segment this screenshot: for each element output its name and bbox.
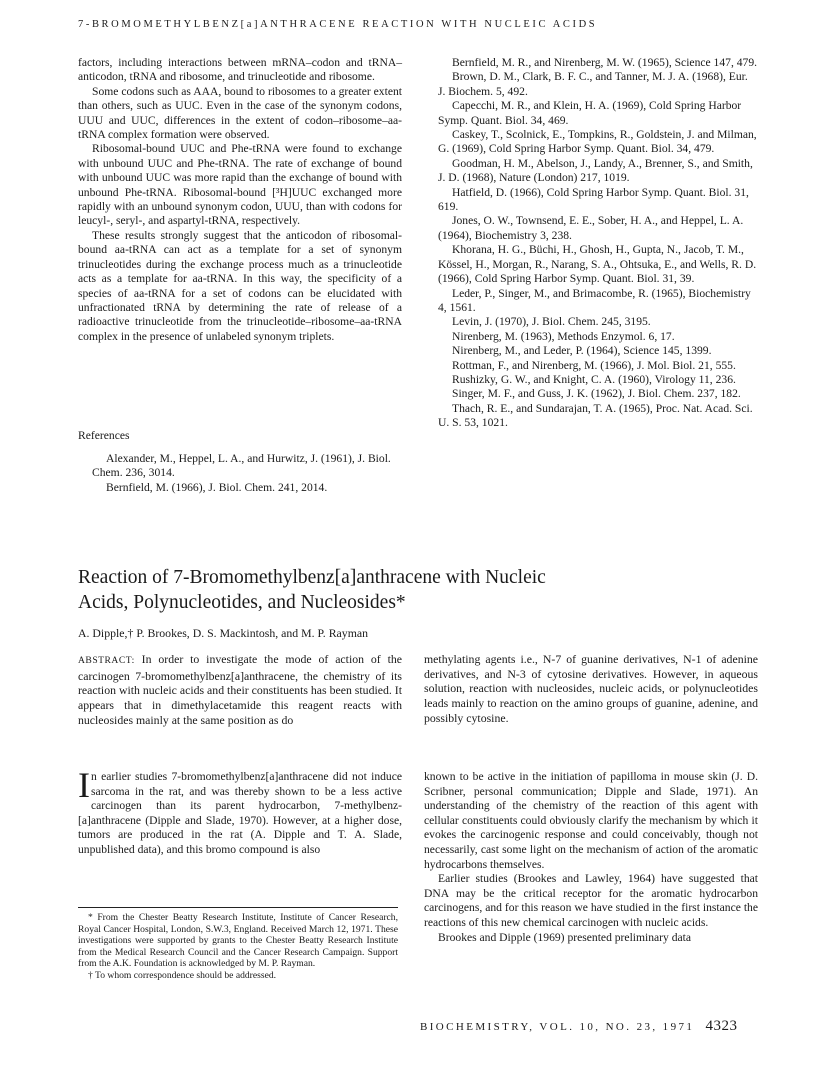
reference-item: Rottman, F., and Nirenberg, M. (1966), J. Mol. Biol. 21, 555. bbox=[452, 358, 736, 372]
reference-item: Rushizky, G. W., and Knight, C. A. (1960), Virology 11, 236. bbox=[452, 372, 736, 386]
reference-item: Hatfield, D. (1966), Cold Spring Harbor Symp. Quant. Biol. 31, 619. bbox=[438, 185, 749, 214]
reference-item: Brown, D. M., Clark, B. F. C., and Tanner, M. J. A. (1968), Eur. J. Biochem. 5, 492. bbox=[438, 70, 748, 98]
reference-item: Khorana, H. G., Büchi, H., Ghosh, H., Gupta, N., Jacob, T. M., Kössel, H., Morgan, R., Narang, S. A., Ohtsuka, E., and Wells, R. D. (1966), Cold Spring Harbor Symp. Quant. Biol. 31, 39. bbox=[438, 243, 757, 286]
reference-item: Caskey, T., Scolnick, E., Tompkins, R., Goldstein, J. and Milman, G. (1969), Cold Spring Harbor Symp. Quant. Biol. 34, 479. bbox=[438, 128, 757, 156]
paragraph: Ribosomal-bound UUC and Phe-tRNA were found to exchange with unbound UUC and Phe-tRNA. The rate of exchange of bound with unbound UUC was more rapid than the exchange of bound with unbound Phe-tRNA. Ribosomal-bound [³H]UUC exchanged more rapidly with an unbound synonym codon, UUU, than with codons for leucyl-, seryl-, and aspartyl-tRNA, respectively. bbox=[78, 142, 402, 228]
references-list-right bbox=[424, 56, 758, 431]
abstract-left bbox=[78, 652, 402, 728]
abstract-text: In order to investigate the mode of action of the carcinogen 7-bromomethylbenz[a]anthracene, the chemistry of its reaction with nucleic acids and their constituents has been studied. It appears that in dimethylacetamide this reagent reacts with nucleosides mainly at the same position as do bbox=[78, 652, 402, 727]
references-heading: References bbox=[78, 429, 130, 442]
reference-item: Bernfield, M. (1966), J. Biol. Chem. 241, 2014. bbox=[106, 480, 328, 494]
article-title-line: Reaction of 7-Bromomethylbenz[a]anthracene with Nucleic bbox=[78, 567, 546, 588]
paragraph: Brookes and Dipple (1969) presented preliminary data bbox=[438, 930, 692, 944]
paragraph: These results strongly suggest that the anticodon of ribosomal-bound aa-tRNA can act as a template for a set of synonym trinucleotides during the exchange process much as a trinucleotide acts as a template for aa-tRNA. In this way, the specificity of a species of aa-tRNA for a set of codons can be elucidated with unfractionated tRNA by determining the rate of release of a radioactive trinucleotide from the trinucleotide–ribosome–aa-tRNA complex in the presence of unlabeled synonym triplets. bbox=[78, 228, 402, 343]
abstract-right: methylating agents i.e., N-7 of guanine derivatives, N-1 of adenine derivatives, and N-3 of cytosine derivatives. However, in aqueous solution, reaction with nucleosides, nucleic acids, or polynucleotides leads mainly to reaction on the amino groups of guanine, adenine, and possibly cytosine. bbox=[424, 652, 758, 725]
paragraph bbox=[78, 765, 402, 858]
journal-citation: BIOCHEMISTRY, VOL. 10, NO. 23, 1971 bbox=[420, 1021, 695, 1033]
reference-item: Thach, R. E., and Sundarajan, T. A. (1965), Proc. Nat. Acad. Sci. U. S. 53, 1021. bbox=[438, 401, 753, 430]
reference-item: Jones, O. W., Townsend, E. E., Sober, H. A., and Heppel, L. A. (1964), Biochemistry 3, 238. bbox=[438, 214, 744, 242]
reference-item: Leder, P., Singer, M., and Brimacombe, R. (1965), Biochemistry 4, 1561. bbox=[438, 286, 751, 314]
author-list: A. Dipple,† P. Brookes, D. S. Mackintosh, and M. P. Rayman bbox=[78, 626, 369, 640]
body-left-column bbox=[78, 765, 402, 858]
reference-item: Goodman, H. M., Abelson, J., Landy, A., Brenner, S., and Smith, J. D. (1968), Nature (London) 217, 1019. bbox=[438, 156, 753, 185]
paragraph: factors, including interactions between mRNA–codon and tRNA–anticodon, tRNA and ribosome, and trinucleotide and ribosome. bbox=[78, 56, 402, 84]
reference-item: Bernfield, M. R., and Nirenberg, M. W. (1965), Science 147, 479. bbox=[452, 56, 758, 69]
paragraph-text: n earlier studies 7-bromomethylbenz[a]anthracene did not induce sarcoma in the rat, and was thereby shown to be a less active carcinogen than its parent hydrocarbon, 7-methylbenz-[a]anthracene (Dipple and Slade, 1970). However, at a higher dose, tumors are produced in the rat (A. Dipple and T. A. Slade, unpublished data), and this bromo compound is also bbox=[78, 770, 402, 856]
paragraph: Earlier studies (Brookes and Lawley, 1964) have suggested that DNA may be the critical receptor for the aromatic hydrocarbon carcinogens, and for this reason we have studied in the first instance the reactions of this new chemical carcinogen with nucleic acids. bbox=[424, 872, 758, 929]
references-list-left bbox=[78, 452, 402, 495]
drop-cap: I bbox=[78, 765, 90, 805]
reference-item: Singer, M. F., and Guss, J. K. (1962), J. Biol. Chem. 237, 182. bbox=[452, 387, 741, 401]
page-number: 4323 bbox=[705, 1018, 738, 1034]
reference-item: Alexander, M., Heppel, L. A., and Hurwitz, J. (1961), J. Biol. Chem. 236, 3014. bbox=[92, 452, 391, 480]
reference-item: Nirenberg, M., and Leder, P. (1964), Science 145, 1399. bbox=[452, 344, 712, 358]
article-title-line: Acids, Polynucleotides, and Nucleosides* bbox=[78, 591, 406, 613]
reference-item: Nirenberg, M. (1963), Methods Enzymol. 6, 17. bbox=[452, 329, 675, 343]
abstract-label: ABSTRACT: bbox=[78, 655, 135, 666]
footnote: † To whom correspondence should be addressed. bbox=[88, 969, 277, 981]
footnote-divider bbox=[78, 907, 398, 908]
top-left-column bbox=[78, 56, 402, 344]
running-head: 7-BROMOMETHYLBENZ[a]ANTHRACENE REACTION WITH NUCLEIC ACIDS bbox=[78, 19, 598, 30]
paragraph: known to be active in the initiation of papilloma in mouse skin (J. D. Scribner, personal communication; Dipple and Slade, 1971). An understanding of the chemistry of the reaction of this agent with cellular constituents could obviously clarify the mechanism by which it evokes the carcinogenic response and could conceivably, though not necessarily, cast some light on the mechanism of action of the aromatic hydrocarbons themselves. bbox=[424, 770, 758, 871]
footnotes bbox=[78, 912, 398, 982]
reference-item: Levin, J. (1970), J. Biol. Chem. 245, 3195. bbox=[452, 315, 651, 329]
footnote: * From the Chester Beatty Research Institute, Institute of Cancer Research, Royal Cancer Hospital, London, S.W.3, England. Received March 12, 1971. These investigations were supported by grants to the Chester Beatty Research Institute from the Medical Research Council and the Cancer Research Campaign. Support from the A.K. Foundation is acknowledged by M. P. Rayman. bbox=[78, 912, 398, 970]
reference-item: Capecchi, M. R., and Klein, H. A. (1969), Cold Spring Harbor Symp. Quant. Biol. 34, 469. bbox=[438, 99, 742, 127]
body-right-column bbox=[424, 770, 758, 945]
page-footer bbox=[420, 1018, 760, 1035]
article-title bbox=[78, 566, 758, 615]
paragraph: Some codons such as AAA, bound to ribosomes to a greater extent than others, such as UUC. Even in the case of the synonym codons, UUU and UUC, differences in the extent of codon–ribosome–aa-tRNA complex formation were observed. bbox=[78, 84, 402, 142]
